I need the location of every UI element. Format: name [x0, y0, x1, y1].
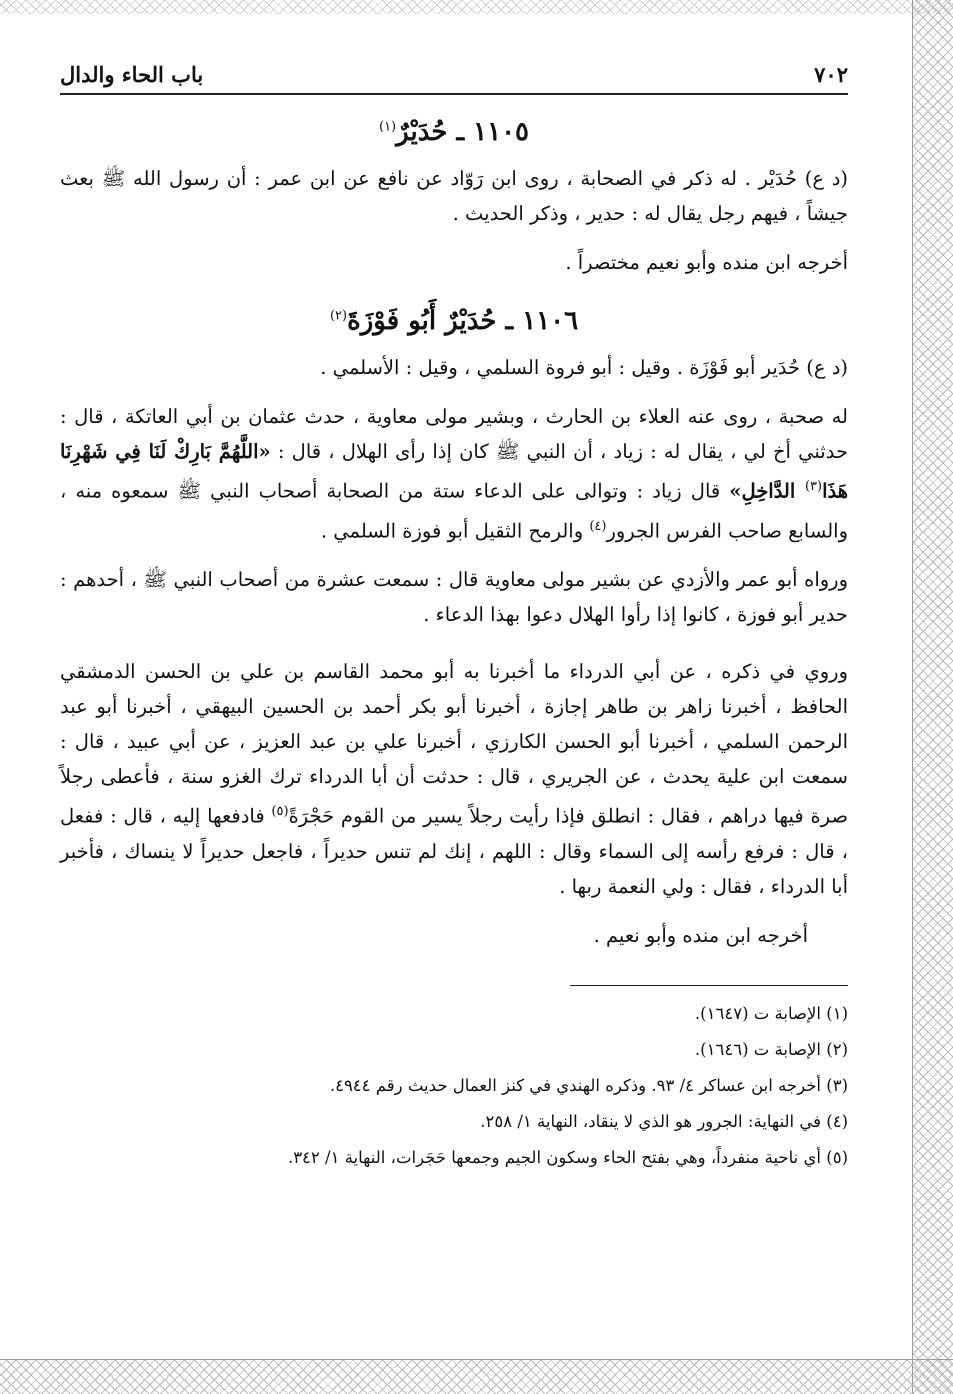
entry-paragraph: ورواه أبو عمر والأزدي عن بشير مولى معاوية قال : سمعت عشرة من أصحاب النبي ﷺ ، أحدهم : حدير أبو فوزة ، كانوا إذا رأوا الهلال دعوا بهذا الدعاء .: [60, 568, 848, 626]
text-run: قال زياد : وتوالى على الدعاء ستة من الصحابة أصحاب النبي ﷺ سمعوه منه ، والسابع صاحب الفرس الجرور: [60, 479, 848, 542]
footnote-marker: (١): [378, 119, 397, 135]
entry-title-text: ١١٠٥ ـ حُدَيْرٌ: [396, 117, 530, 147]
chapter-title: باب الحاء والدال: [60, 62, 204, 87]
footnote-marker: (٥): [271, 804, 289, 819]
entry-title-1105: [60, 117, 848, 147]
text-run: فادفعها إليه ، قال : ففعل ، قال : فرفع رأسه إلى السماء وقال : اللهم ، إنك لم تنس حديراً ، فاجعل حديراً لا ينساك ، فأخبر أبا الدرداء ، فقال : ولي النعمة ربها .: [60, 804, 848, 898]
footnote: (٣) أخرجه ابن عساكر ٤/ ٩٣. وذكره الهندي في كنز العمال حديث رقم ٤٩٤٤.: [329, 1075, 848, 1095]
entry-title-1106: [60, 306, 848, 336]
entry-paragraph: [60, 654, 848, 904]
entry-paragraph: أخرجه ابن منده وأبو نعيم مختصراً .: [565, 251, 848, 274]
footnote-separator: [570, 985, 848, 986]
prophetic-quote: الدَّاخِلِ»: [729, 479, 805, 503]
footnote-marker: (٤): [589, 518, 607, 534]
text-run: وروي في ذكره ، عن أبي الدرداء ما أخبرنا به أبو محمد القاسم بن علي بن الحسن الدمشقي الحافظ ، أخبرنا زاهر بن طاهر إجازة ، أخبرنا أبو بكر أحمد بن الحسين البيهقي ، أخبرنا أبو عبد الرحمن السلمي ، أخبرنا أبو الحسن الكارزي ، أخبرنا علي بن عبد العزيز ، عن أبي عبيد ، قال : سمعت ابن علية يحدث ، عن الجريري ، قال : حدثت أن أبا الدرداء ترك الغزو سنة ، فأعطى رجلاً صرة فيها دراهم ، فقال : انطلق فإذا رأيت رجلاً يسير من القوم حَجْرَةً: [60, 660, 848, 828]
decorative-border-top: [0, 0, 953, 14]
running-header: [60, 62, 848, 95]
page-number: ٧٠٢: [814, 62, 848, 87]
text-run: له صحبة ، روى عنه العلاء بن الحارث ، وبشير مولى معاوية ، حدث عثمان بن أبي العاتكة ، قال : حدثني أخ لي ، يقال له : زياد ، أن النبي ﷺ كان إذا رأى الهلال ، قال :: [60, 405, 849, 463]
footnote: (٤) في النهاية: الجرور هو الذي لا ينقاد، النهاية ١/ ٢٥٨.: [480, 1111, 848, 1131]
prophetic-quote: «اللَّهُمَّ بَارِكْ لَنَا فِي شَهْرِنَا هَذَا: [60, 440, 849, 503]
entry-paragraph: أخرجه ابن منده وأبو نعيم .: [593, 923, 808, 947]
decorative-border-bottom: [0, 1359, 953, 1394]
page-content: [60, 62, 848, 1176]
footnote: (٥) أي ناحية منفرداً، وهي بفتح الحاء وسكون الجيم وجمعها حَجَرات، النهاية ١/ ٣٤٢.: [287, 1147, 848, 1167]
entry-title-text: ١١٠٦ ـ حُدَيْرٌ أَبُو فَوْزَةَ: [347, 306, 579, 336]
footnote-marker: (٣): [804, 479, 823, 494]
text-run: والرمح الثقيل أبو فوزة السلمي .: [320, 519, 590, 542]
footnote: (١) الإصابة ت (١٦٤٧).: [694, 1003, 848, 1023]
footnotes: [60, 996, 848, 1176]
entry-paragraph: (د ع) حُدَيْر . له ذكر في الصحابة ، روى ابن رَوّاد عن نافع عن ابن عمر : أن رسول الله ﷺ بعث جيشاً ، فيهم رجل يقال له : حدير ، وذكر الحديث .: [60, 167, 848, 225]
entry-paragraph: [60, 399, 848, 548]
footnote-marker: (٢): [329, 308, 348, 324]
footnote: (٢) الإصابة ت (١٦٤٦).: [694, 1039, 848, 1059]
entry-paragraph: (د ع) حُدَير أبو فَوْزَة . وقيل : أبو فروة السلمي ، وقيل : الأسلمي .: [320, 356, 848, 379]
decorative-border-right: [912, 0, 953, 1394]
